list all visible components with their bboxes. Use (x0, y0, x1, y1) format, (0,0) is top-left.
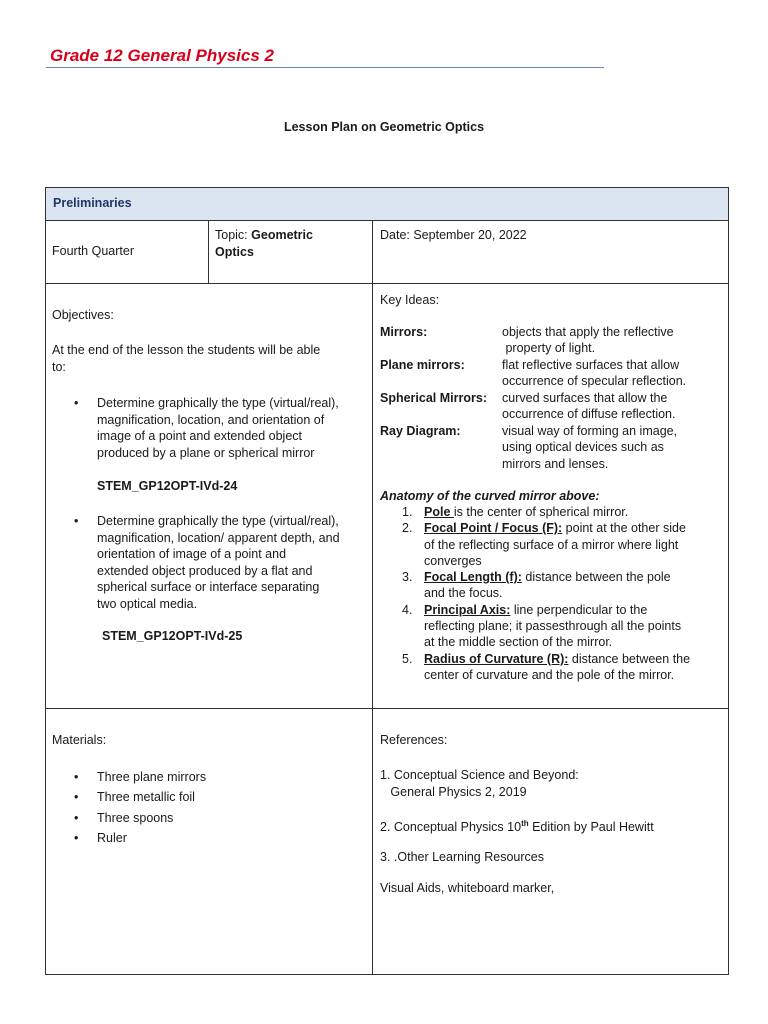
row-divider-1 (45, 283, 729, 284)
topic-value-1: Geometric (251, 228, 313, 242)
row-divider-2 (45, 708, 729, 709)
topic-label: Topic: (215, 228, 248, 242)
quarter-cell: Fourth Quarter (52, 244, 134, 258)
course-title: Grade 12 General Physics 2 (50, 46, 274, 65)
visual-aids: Visual Aids, whiteboard marker, (380, 881, 555, 895)
material-item: • Three plane mirrors (52, 767, 352, 787)
column-divider-main (372, 221, 373, 975)
objective-code-1: STEM_GP12OPT-IVd-24 (97, 479, 238, 493)
key-ideas-label: Key Ideas: (380, 293, 440, 307)
superscript-th: th (521, 819, 529, 828)
topic-cell (215, 227, 313, 260)
objectives-label: Objectives: (52, 308, 114, 322)
anatomy-item: 4. Principal Axis: line perpendicular to the reflecting plane; it passesthrough all the points at the middle section of the mirror. (402, 602, 682, 650)
reference-2: 2. Conceptual Physics 10th Edition by Paul Hewitt (380, 819, 654, 835)
column-divider-topic (208, 221, 209, 283)
objectives-intro: At the end of the lesson the students will be able to: (52, 343, 321, 374)
objectives-list-2 (52, 513, 372, 612)
reference-1: 1. Conceptual Science and Beyond: General Physics 2, 2019 (380, 768, 579, 799)
objective-item: • Determine graphically the type (virtual/real), magnification, location, and orientation of image of a point and extended object produced by a plane or spherical mirror (52, 395, 372, 461)
preliminaries-label: Preliminaries (53, 196, 132, 210)
references-label: References: (380, 733, 448, 747)
material-item: • Three spoons (52, 808, 352, 828)
objectives-list-1 (52, 395, 372, 461)
materials-label: Materials: (52, 733, 107, 747)
date-cell: Date: September 20, 2022 (380, 228, 527, 242)
anatomy-item: 3. Focal Length (f): distance between the pole and the focus. (402, 570, 671, 601)
materials-list (52, 767, 352, 848)
anatomy-item: 2. Focal Point / Focus (F): point at the other side of the reflecting surface of a mirror where light converges (402, 521, 686, 568)
objective-item: • Determine graphically the type (virtual/real), magnification, location/ apparent depth, and orientation of image of a point and extended object produced by a flat and spherical surface or interface separating two optical media. (52, 513, 372, 612)
anatomy-list (380, 504, 726, 683)
preliminaries-header (45, 187, 729, 221)
reference-3: 3. .Other Learning Resources (380, 850, 544, 864)
anatomy-title: Anatomy of the curved mirror above: (380, 489, 600, 503)
material-item: • Ruler (52, 828, 352, 848)
title-underline (46, 67, 604, 68)
anatomy-item: 5. Radius of Curvature (R): distance between the center of curvature and the pole of the mirror. (402, 651, 691, 682)
lesson-title: Lesson Plan on Geometric Optics (283, 120, 485, 134)
topic-value-2: Optics (215, 244, 254, 259)
material-item: • Three metallic foil (52, 787, 352, 807)
anatomy-item: 1. Pole is the center of spherical mirror. (402, 505, 629, 519)
objective-code-2: STEM_GP12OPT-IVd-25 (102, 629, 243, 643)
